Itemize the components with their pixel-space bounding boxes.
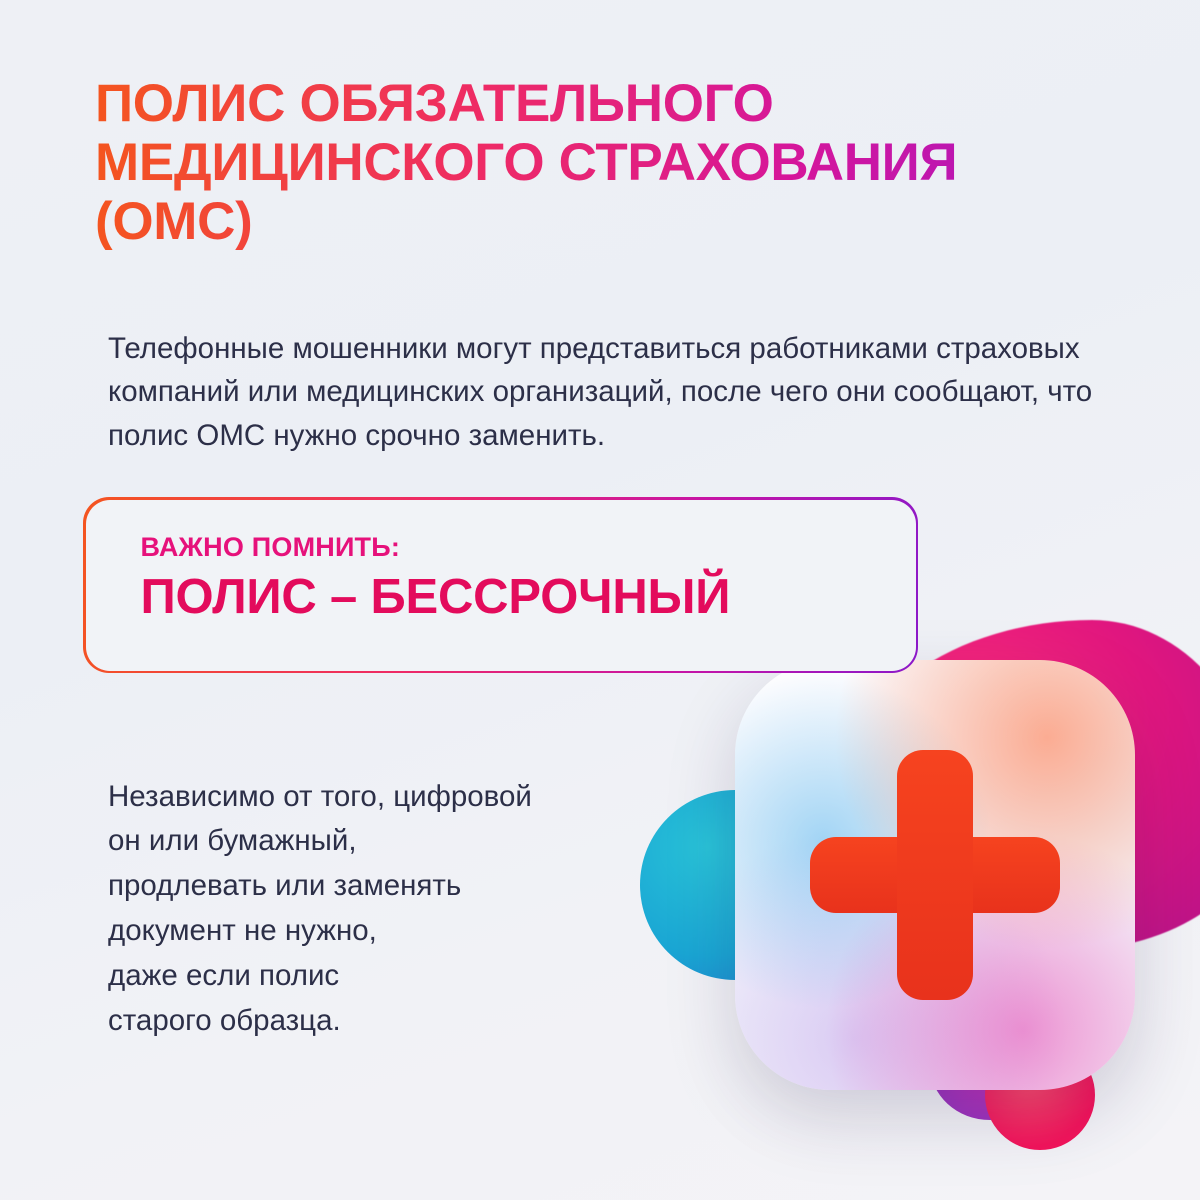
page-title-line-2: МЕДИЦИНСКОГО СТРАХОВАНИЯ <box>95 132 958 192</box>
medical-cross-icon <box>810 750 1060 1000</box>
outro-line-2: он или бумажный, <box>108 824 357 858</box>
outro-line-5: даже если полис <box>108 958 340 992</box>
outro-line-4: документ не нужно, <box>108 913 377 947</box>
page-title <box>95 74 1125 252</box>
highlight-callout-inner <box>86 500 916 671</box>
highlight-statement: ПОЛИС – БЕССРОЧНЫЙ <box>140 569 731 624</box>
outro-paragraph <box>108 775 698 1044</box>
intro-paragraph: Телефонные мошенники могут представиться работниками страховых компаний или медицинских организаций, после чего они сообщают, что полис ОМС нужно срочно заменить. <box>108 331 1093 452</box>
highlight-label: ВАЖНО ПОМНИТЬ: <box>140 531 401 562</box>
outro-line-3: продлевать или заменять <box>108 869 462 903</box>
page-title-line-3: (ОМС) <box>95 192 253 252</box>
page-title-line-1: ПОЛИС ОБЯЗАТЕЛЬНОГО <box>95 73 774 133</box>
outro-line-1: Независимо от того, цифровой <box>108 779 532 813</box>
highlight-callout <box>83 497 918 673</box>
outro-line-6: старого образца. <box>108 1003 341 1037</box>
cross-vertical-bar <box>897 750 973 1000</box>
medical-app-card <box>735 660 1135 1090</box>
